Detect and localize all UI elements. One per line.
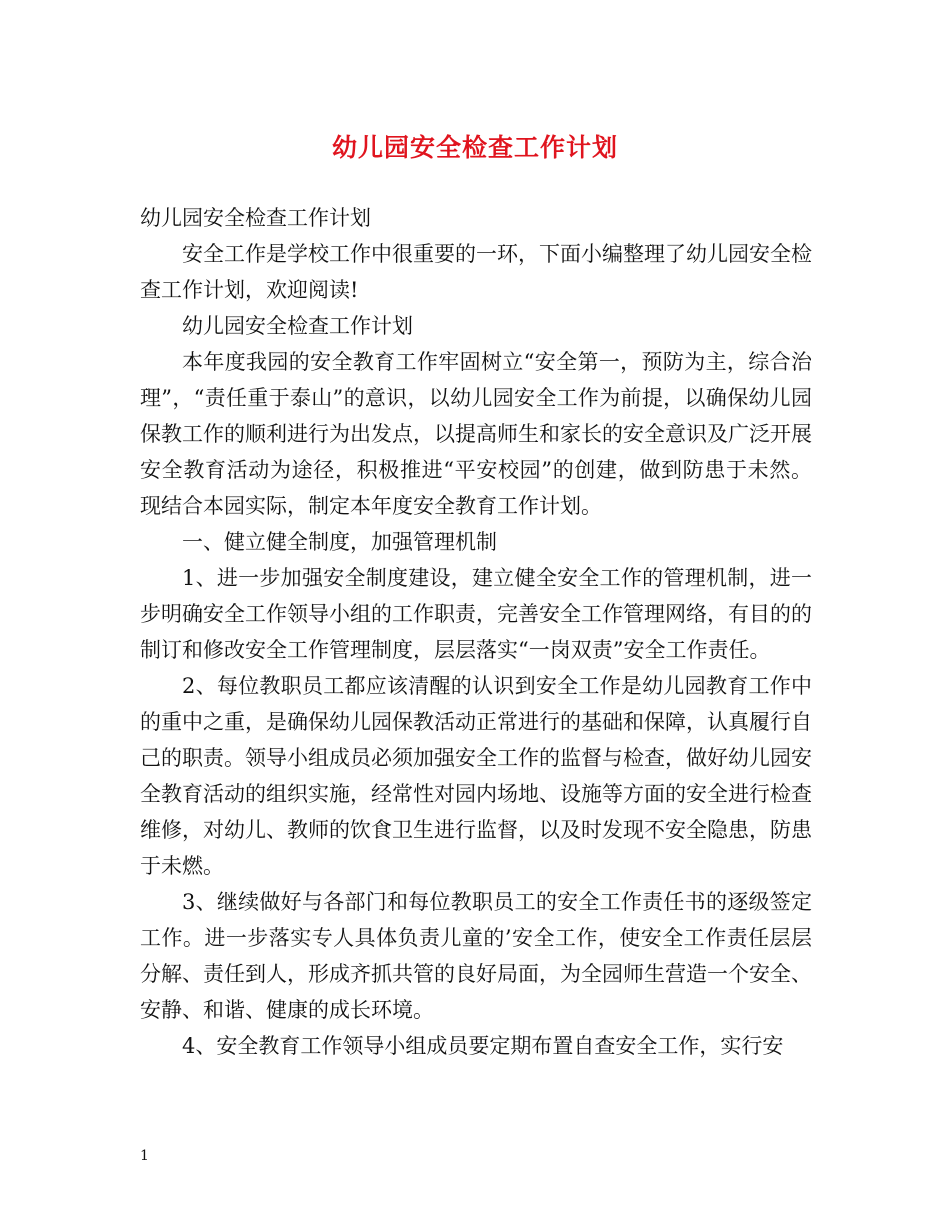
section-heading-paragraph: 幼儿园安全检查工作计划 bbox=[182, 314, 413, 338]
document-body bbox=[140, 200, 812, 1064]
page-number: 1 bbox=[140, 1148, 149, 1164]
subtitle-paragraph: 幼儿园安全检查工作计划 bbox=[140, 206, 371, 230]
document-title: 幼儿园安全检查工作计划 bbox=[331, 133, 618, 162]
item-four-paragraph: 4、安全教育工作领导小组成员要定期布置自查安全工作，实行安 bbox=[182, 1034, 784, 1058]
item-one-paragraph: 1、进一步加强安全制度建设，建立健全安全工作的管理机制，进一步明确安全工作领导小组的工作职责，完善安全工作管理网络，有目的的制订和修改安全工作管理制度，层层落实“一岗双责”安全工作责任。 bbox=[140, 566, 812, 662]
overview-paragraph: 本年度我园的安全教育工作牢固树立“安全第一，预防为主，综合治理”，“责任重于泰山”的意识，以幼儿园安全工作为前提，以确保幼儿园保教工作的顺利进行为出发点，以提高师生和家长的安全意识及广泛开展安全教育活动为途径，积极推进“平安校园”的创建，做到防患于未然。现结合本园实际，制定本年度安全教育工作计划。 bbox=[140, 350, 812, 518]
section-one-heading: 一、健立健全制度，加强管理机制 bbox=[182, 530, 497, 554]
intro-paragraph: 安全工作是学校工作中很重要的一环，下面小编整理了幼儿园安全检查工作计划，欢迎阅读! bbox=[140, 242, 812, 302]
item-two-paragraph: 2、每位教职员工都应该清醒的认识到安全工作是幼儿园教育工作中的重中之重，是确保幼儿园保教活动正常进行的基础和保障，认真履行自己的职责。领导小组成员必须加强安全工作的监督与检查，做好幼儿园安全教育活动的组织实施，经常性对园内场地、设施等方面的安全进行检查维修，对幼儿、教师的饮食卫生进行监督，以及时发现不安全隐患，防患于未燃。 bbox=[140, 674, 812, 878]
item-three-paragraph: 3、继续做好与各部门和每位教职员工的安全工作责任书的逐级签定工作。进一步落实专人具体负责儿童的’安全工作，使安全工作责任层层分解、责任到人，形成齐抓共管的良好局面，为全园师生营造一个安全、安静、和谐、健康的成长环境。 bbox=[140, 890, 812, 1022]
